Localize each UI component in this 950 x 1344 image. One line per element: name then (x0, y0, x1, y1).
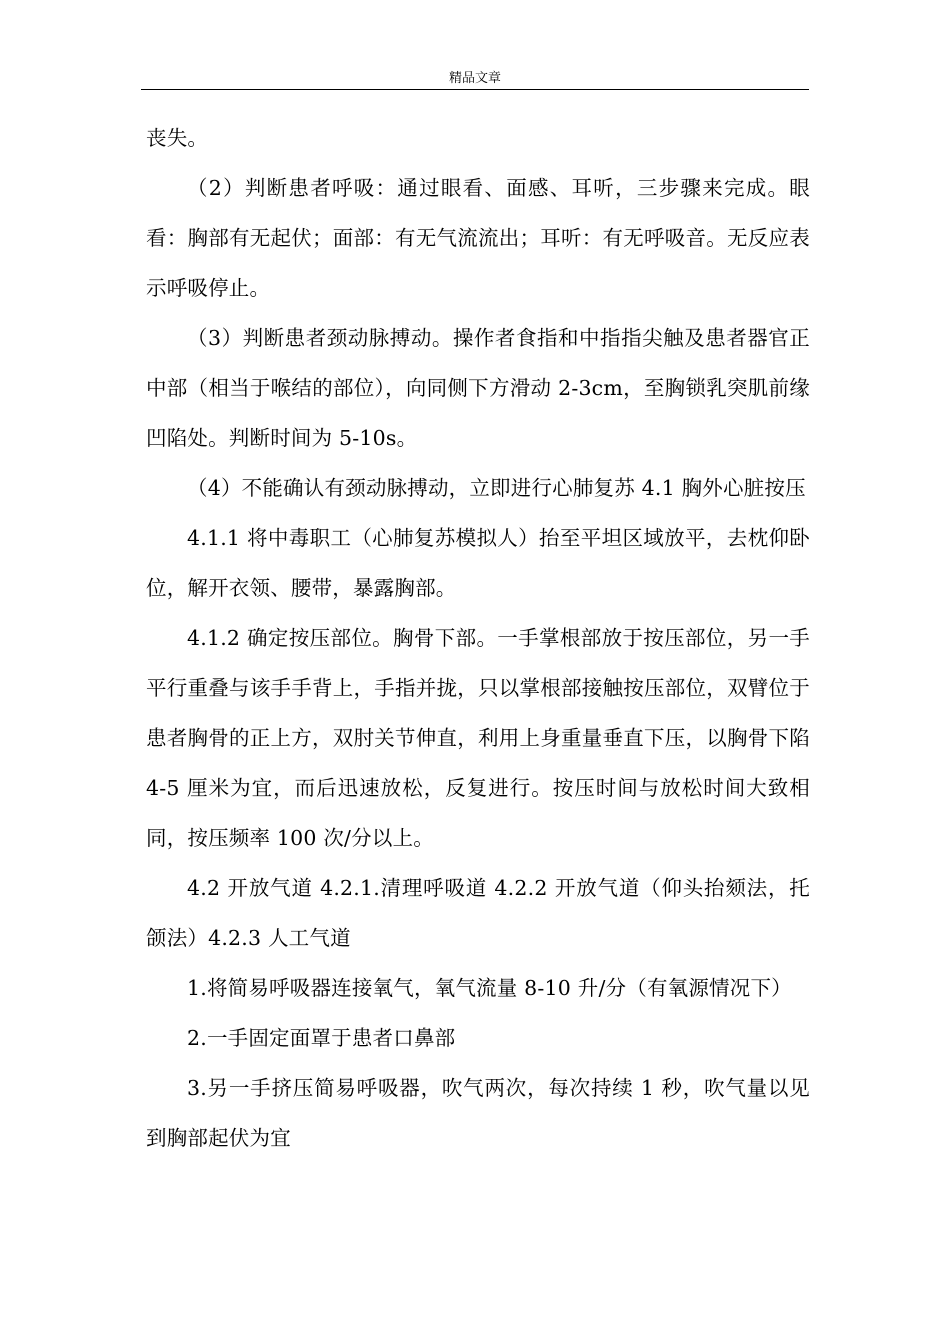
paragraph-continuation: 丧失。 (146, 126, 209, 150)
paragraph-step-2: 2.一手固定面罩于患者口鼻部 (187, 1026, 456, 1050)
paragraph-pulse-check: （3）判断患者颈动脉搏动。操作者食指和中指指尖触及患者器官正中部（相当于喉结的部位），向同侧下方滑动 2-3cm，至胸锁乳突肌前缘凹陷处。判断时间为 5-10s。 (146, 326, 810, 450)
paragraph-4-2-airway: 4.2 开放气道 4.2.1.清理呼吸道 4.2.2 开放气道（仰头抬颏法，托颌法）4.2.3 人工气道 (146, 876, 810, 950)
paragraph-step-1: 1.将简易呼吸器连接氧气，氧气流量 8-10 升/分（有氧源情况下） (187, 976, 792, 1000)
document-body (146, 113, 810, 1163)
paragraph-breathing-check: （2）判断患者呼吸：通过眼看、面感、耳听，三步骤来完成。眼看：胸部有无起伏；面部：有无气流流出；耳听：有无呼吸音。无反应表示呼吸停止。 (146, 176, 810, 300)
paragraph-4-1-1: 4.1.1 将中毒职工（心肺复苏模拟人）抬至平坦区域放平，去枕仰卧位，解开衣领、腰带，暴露胸部。 (146, 526, 810, 600)
header-divider (141, 89, 809, 90)
paragraph-step-3: 3.另一手挤压简易呼吸器，吹气两次，每次持续 1 秒，吹气量以见到胸部起伏为宜 (146, 1076, 810, 1150)
page-header: 精品文章 (448, 71, 501, 86)
paragraph-start-cpr: （4）不能确认有颈动脉搏动，立即进行心肺复苏 4.1 胸外心脏按压 (187, 476, 806, 500)
paragraph-4-1-2: 4.1.2 确定按压部位。胸骨下部。一手掌根部放于按压部位，另一手平行重叠与该手手背上，手指并拢，只以掌根部接触按压部位，双臂位于患者胸骨的正上方，双肘关节伸直，利用上身重量垂直下压，以胸骨下陷 4-5 厘米为宜，而后迅速放松，反复进行。按压时间与放松时间大致相同，按压频率 100 次/分以上。 (146, 626, 810, 850)
